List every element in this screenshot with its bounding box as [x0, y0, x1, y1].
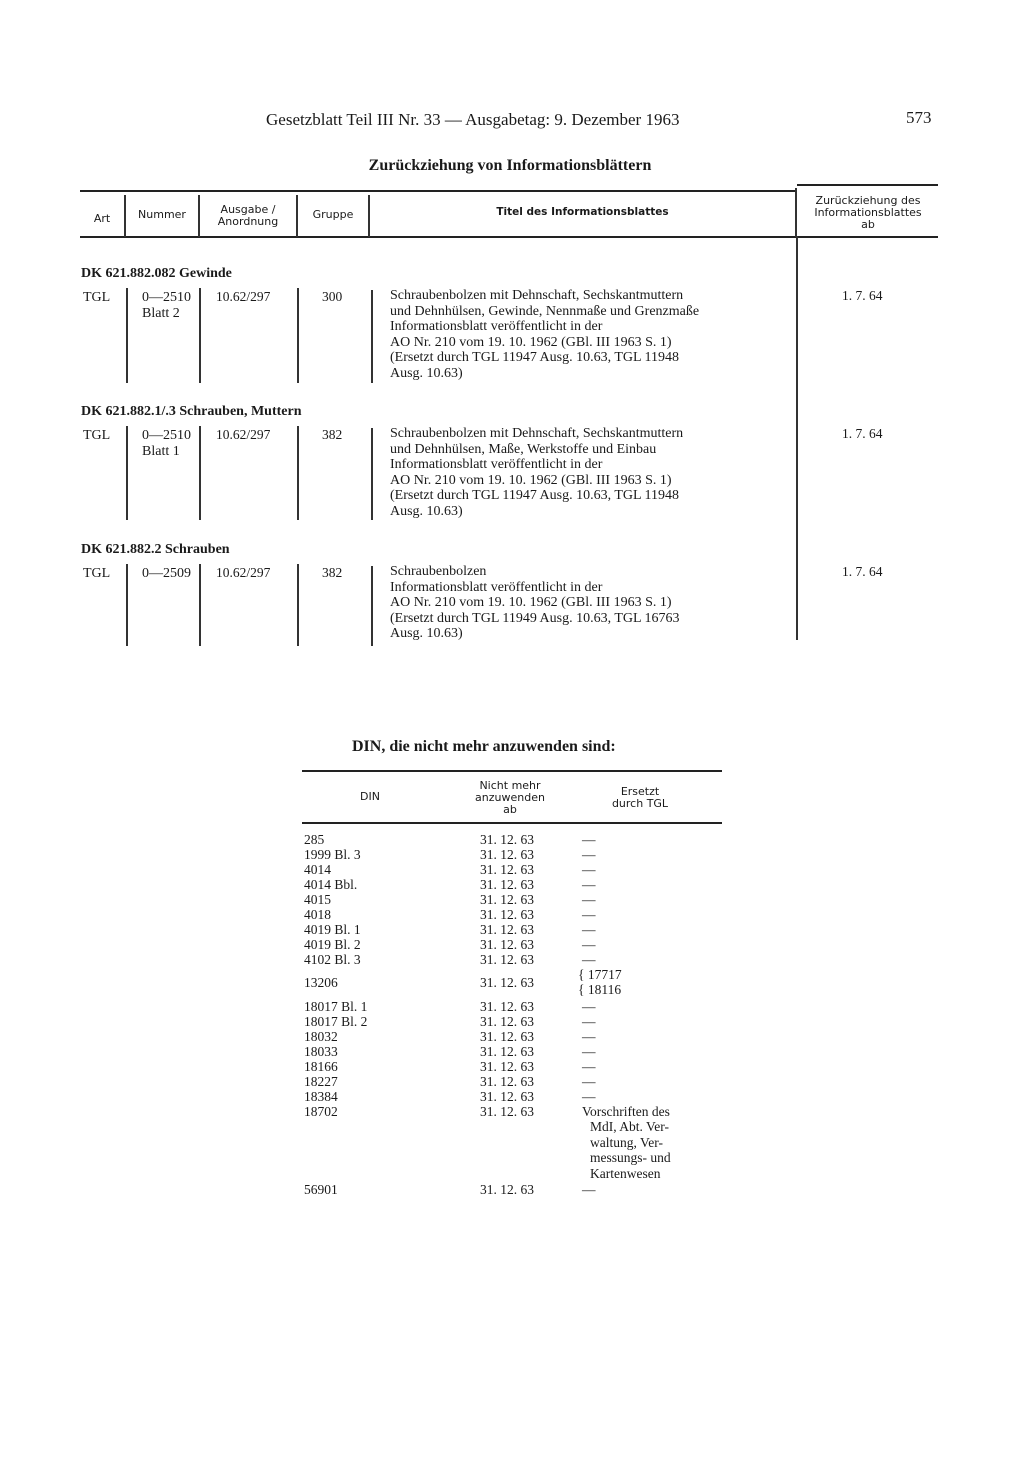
not-applicable-date: 31. 12. 63: [480, 937, 534, 952]
entry-title-line: (Ersetzt durch TGL 11947 Ausg. 10.63, TGL 11948: [390, 488, 680, 504]
replaced-by-line: messungs- und: [590, 1150, 671, 1166]
not-applicable-date: 31. 12. 63: [480, 922, 534, 937]
din-number: 18033: [304, 1044, 338, 1059]
entry-title-line: (Ersetzt durch TGL 11947 Ausg. 10.63, TGL 11948: [390, 350, 680, 366]
entry-ausgabe: 10.62/297: [216, 427, 271, 442]
section-heading: DK 621.882.082 Gewinde: [81, 266, 232, 281]
entry-title-line: Ausg. 10.63): [390, 626, 463, 642]
din-number: 18032: [304, 1029, 338, 1044]
table2-header-rule: [302, 822, 722, 824]
entry-sep: [297, 564, 299, 646]
replaced-by-line: { 18116: [578, 982, 622, 998]
replaced-by: —: [582, 1074, 596, 1089]
entry-sep: [371, 428, 373, 520]
replaced-by: —: [582, 1044, 596, 1059]
not-applicable-date: 31. 12. 63: [480, 832, 534, 847]
not-applicable-date: 31. 12. 63: [480, 1044, 534, 1059]
entry-sep: [199, 288, 201, 383]
not-applicable-date: 31. 12. 63: [480, 1074, 534, 1089]
entry-gruppe: 382: [322, 427, 343, 442]
table1-top-rule-right: [797, 184, 938, 186]
page-number: 573: [906, 108, 932, 127]
entry-title-line: und Dehnhülsen, Gewinde, Nennmaße und Grenzmaße: [390, 303, 700, 319]
entry-sep: [297, 426, 299, 520]
entry-title-line: Ausg. 10.63): [390, 503, 463, 519]
replaced-by: —: [582, 907, 596, 922]
entry-title-line: Schraubenbolzen mit Dehnschaft, Sechskantmuttern: [390, 426, 684, 441]
not-applicable-date: 31. 12. 63: [480, 1104, 534, 1119]
replaced-by: —: [582, 999, 596, 1014]
table1-right-rule: [796, 236, 798, 640]
col-header-nicht-line1: Nicht mehr: [479, 779, 541, 792]
din-number: 285: [304, 832, 325, 847]
entry-title-line: Schraubenbolzen: [390, 564, 487, 579]
not-applicable-date: 31. 12. 63: [480, 952, 534, 967]
din-number: 4015: [304, 892, 331, 907]
replaced-by-line: Vorschriften des: [582, 1104, 670, 1119]
entry-gruppe: 382: [322, 565, 343, 580]
table1-top-rule: [80, 190, 797, 192]
replaced-by-line: Kartenwesen: [590, 1165, 661, 1181]
col-header-ersetzt: [590, 786, 690, 810]
not-applicable-date: 31. 12. 63: [480, 1029, 534, 1044]
entry-title-line: Informationsblatt veröffentlicht in der: [390, 579, 603, 595]
col-header-titel: Titel des Informationsblattes: [496, 206, 669, 218]
replaced-by: —: [582, 952, 596, 967]
col-header-ersetzt-line1: Ersetzt: [620, 785, 660, 798]
entry-withdrawal-date: 1. 7. 64: [842, 564, 883, 579]
entry-sep: [126, 288, 128, 383]
running-header: Gesetzblatt Teil III Nr. 33 — Ausgabetag: 9. Dezember 1963: [266, 110, 680, 129]
entry-title-line: AO Nr. 210 vom 19. 10. 1962 (GBl. III 1963 S. 1): [390, 334, 672, 350]
col-header-nummer: Nummer: [138, 208, 186, 221]
din-number: 18017 Bl. 2: [304, 1014, 368, 1029]
not-applicable-date: 31. 12. 63: [480, 1059, 534, 1074]
entry-nummer: 0—2510: [142, 428, 191, 443]
entry-withdrawal-date: 1. 7. 64: [842, 426, 883, 441]
section-heading: DK 621.882.2 Schrauben: [81, 542, 230, 557]
col-header-nicht-mehr: [460, 780, 560, 816]
entry-art: TGL: [83, 290, 111, 305]
col-header-zur-line3: ab: [861, 218, 875, 231]
not-applicable-date: 31. 12. 63: [480, 1014, 534, 1029]
replaced-by: —: [582, 922, 596, 937]
din-number: 4019 Bl. 1: [304, 922, 361, 937]
entry-title: [390, 564, 790, 642]
not-applicable-date: 31. 12. 63: [480, 907, 534, 922]
din-number: 18166: [304, 1059, 338, 1074]
col-header-zur-line2: Informationsblattes: [814, 206, 922, 219]
din-number: 18384: [304, 1089, 338, 1104]
col-header-ersetzt-line2: durch TGL: [611, 797, 669, 810]
table2-top-rule: [302, 770, 722, 772]
replaced-by: —: [582, 1014, 596, 1029]
replaced-by: —: [582, 832, 596, 847]
entry-nummer: 0—2509: [142, 566, 191, 581]
din-number: 4019 Bl. 2: [304, 937, 361, 952]
not-applicable-date: 31. 12. 63: [480, 847, 534, 862]
entry-sep: [126, 426, 128, 520]
entry-sep: [297, 288, 299, 383]
table2-title: DIN, die nicht mehr anzuwenden sind:: [352, 738, 616, 755]
section-heading: DK 621.882.1/.3 Schrauben, Muttern: [81, 404, 302, 419]
header-sep: [795, 188, 797, 237]
entry-title-line: Ausg. 10.63): [390, 365, 463, 381]
replaced-by: —: [582, 847, 596, 862]
replaced-by: —: [582, 1089, 596, 1104]
entry-sep: [199, 564, 201, 646]
entry-title-line: Informationsblatt veröffentlicht in der: [390, 319, 603, 335]
din-number: 18017 Bl. 1: [304, 999, 368, 1014]
replaced-by: [578, 967, 622, 997]
entry-sep: [126, 564, 128, 646]
entry-title-line: AO Nr. 210 vom 19. 10. 1962 (GBl. III 1963 S. 1): [390, 595, 672, 611]
replaced-by: —: [582, 892, 596, 907]
not-applicable-date: 31. 12. 63: [480, 862, 534, 877]
din-number: 18227: [304, 1074, 338, 1089]
col-header-ausgabe: [200, 204, 296, 228]
replaced-by: [582, 1104, 671, 1181]
entry-title-line: Schraubenbolzen mit Dehnschaft, Sechskantmuttern: [390, 288, 684, 303]
entry-ausgabe: 10.62/297: [216, 289, 271, 304]
replaced-by: —: [582, 1029, 596, 1044]
col-header-ausgabe-line2: Anordnung: [217, 215, 279, 228]
entry-title-line: AO Nr. 210 vom 19. 10. 1962 (GBl. III 1963 S. 1): [390, 472, 672, 488]
replaced-by-line: MdI, Abt. Ver-: [590, 1119, 669, 1135]
din-number: 13206: [304, 975, 338, 990]
not-applicable-date: 31. 12. 63: [480, 1182, 534, 1197]
not-applicable-date: 31. 12. 63: [480, 999, 534, 1014]
din-number: 1999 Bl. 3: [304, 847, 361, 862]
entry-title-line: Informationsblatt veröffentlicht in der: [390, 457, 603, 473]
col-header-art: Art: [93, 212, 111, 225]
col-header-gruppe: Gruppe: [312, 208, 354, 221]
col-header-ausgabe-line1: Ausgabe /: [220, 203, 276, 216]
not-applicable-date: 31. 12. 63: [480, 892, 534, 907]
entry-withdrawal-date: 1. 7. 64: [842, 288, 883, 303]
not-applicable-date: 31. 12. 63: [480, 877, 534, 892]
entry-sep: [199, 426, 201, 520]
din-number: 4014 Bbl.: [304, 877, 358, 892]
entry-title-line: und Dehnhülsen, Maße, Werkstoffe und Einbau: [390, 441, 657, 457]
col-header-zur-line1: Zurückziehung des: [815, 194, 921, 207]
entry-title: [390, 426, 790, 520]
replaced-by-line: { 17717: [578, 967, 622, 982]
entry-nummer: 0—2510: [142, 290, 191, 305]
din-number: 56901: [304, 1182, 338, 1197]
col-header-zurueckziehung: [798, 195, 938, 231]
col-header-nicht-line2: anzuwenden: [475, 791, 545, 804]
entry-ausgabe: 10.62/297: [216, 565, 271, 580]
din-number: 18702: [304, 1104, 338, 1119]
entry-art: TGL: [83, 428, 111, 443]
not-applicable-date: 31. 12. 63: [480, 975, 534, 990]
entry-title-line: (Ersetzt durch TGL 11949 Ausg. 10.63, TGL 16763: [390, 610, 680, 626]
col-header-din: DIN: [360, 790, 380, 803]
replaced-by: —: [582, 862, 596, 877]
replaced-by-line: waltung, Ver-: [590, 1134, 663, 1150]
entry-sep: [371, 290, 373, 383]
entry-art: TGL: [83, 566, 111, 581]
replaced-by: —: [582, 1059, 596, 1074]
table1-header-rule: [80, 236, 938, 238]
col-header-nicht-line3: ab: [503, 803, 517, 816]
entry-sep: [371, 566, 373, 646]
din-number: 4014: [304, 862, 331, 877]
replaced-by: —: [582, 877, 596, 892]
table1-title: Zurückziehung von Informationsblättern: [368, 157, 652, 174]
not-applicable-date: 31. 12. 63: [480, 1089, 534, 1104]
din-number: 4102 Bl. 3: [304, 952, 361, 967]
entry-gruppe: 300: [322, 289, 343, 304]
din-number: 4018: [304, 907, 331, 922]
entry-title: [390, 288, 790, 382]
replaced-by: —: [582, 1182, 596, 1197]
entry-blatt: Blatt 1: [142, 444, 180, 459]
entry-blatt: Blatt 2: [142, 306, 180, 321]
replaced-by: —: [582, 937, 596, 952]
